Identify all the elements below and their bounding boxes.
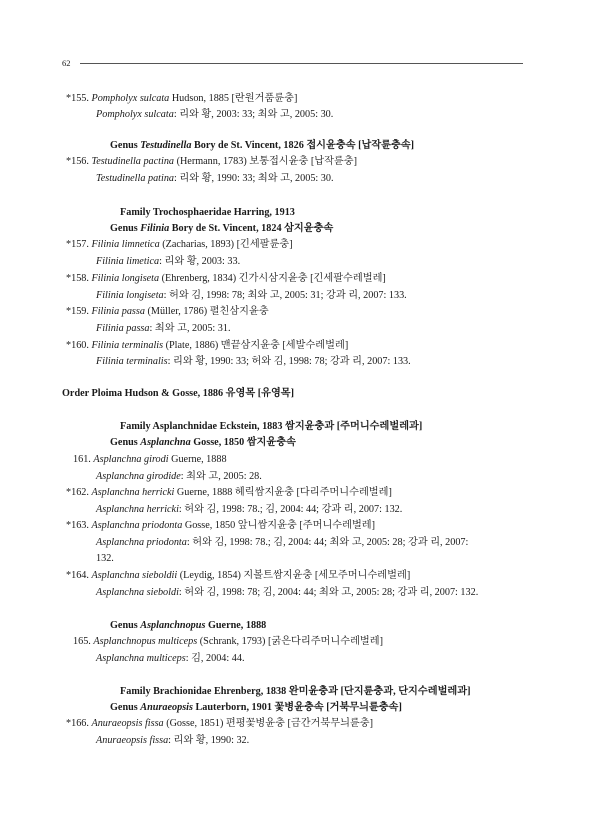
genus-testudinella: Genus Testudinella Bory de St. Vincent, 1826 접시윤충속 [납작륜충속] xyxy=(110,140,415,151)
entry-162: *162. Asplanchna herricki Guerne, 1888 헤릭쌈지윤충 [다리주머니수레벌레] xyxy=(66,487,392,498)
synonym-161: Asplanchna girodide: 최와 고, 2005: 28. xyxy=(96,471,262,482)
entry-163: *163. Asplanchna priodonta Gosse, 1850 앞니쌈지윤충 [주머니수레벌레] xyxy=(66,520,376,531)
synonym-159: Filinia passa: 최와 고, 2005: 31. xyxy=(96,323,231,334)
entry-161: 161. Asplanchna girodi Guerne, 1888 xyxy=(73,454,227,465)
genus-anuraeopsis: Genus Anuraeopsis Lauterborn, 1901 꽃병윤충속 [거북무늬륜충속] xyxy=(110,702,402,713)
entry-155: *155. Pompholyx sulcata Hudson, 1885 [란원거품륜충] xyxy=(66,93,298,104)
synonym-162: Asplanchna herricki: 허와 김, 1998: 78.; 김, 2004: 44; 강과 리, 2007: 132. xyxy=(96,504,403,515)
order-ploima: Order Ploima Hudson & Gosse, 1886 유영목 [유영목] xyxy=(62,388,295,399)
family-trochosphaeridae: Family Trochosphaeridae Harring, 1913 xyxy=(120,207,295,218)
synonym-160: Filinia terminalis: 리와 황, 1990: 33; 허와 김, 1998: 78; 강과 리, 2007: 133. xyxy=(96,356,411,367)
genus-filinia: Genus Filinia Bory de St. Vincent, 1824 삼지윤충속 xyxy=(110,223,334,234)
entry-166: *166. Anuraeopsis fissa (Gosse, 1851) 편평꽃병윤충 [금간거북무늬륜충] xyxy=(66,718,373,729)
genus-asplanchna: Genus Asplanchna Gosse, 1850 쌈지윤충속 xyxy=(110,437,296,448)
entry-157: *157. Filinia limnetica (Zacharias, 1893) [긴세팔륜충] xyxy=(66,239,293,250)
page-number: 62 xyxy=(62,58,71,68)
family-brachionidae: Family Brachionidae Ehrenberg, 1838 완미윤충과 [단지륜충과, 단지수레벌레과] xyxy=(120,686,471,697)
entry-158: *158. Filinia longiseta (Ehrenberg, 1834) 긴가시삼지윤충 [긴세팔수레벌레] xyxy=(66,273,386,284)
synonym-164: Asplanchna sieboldi: 허와 김, 1998: 78; 김, 2004: 44; 최와 고, 2005: 28; 강과 리, 2007: 132. xyxy=(96,587,479,598)
entry-164: *164. Asplanchna sieboldii (Leydig, 1854) 지볼트쌈지윤충 [세모주머니수레벌레] xyxy=(66,570,411,581)
synonym-155: Pompholyx sulcata: 리와 황, 2003: 33; 최와 고, 2005: 30. xyxy=(96,109,334,120)
synonym-163-cont: 132. xyxy=(96,553,114,564)
synonym-156: Testudinella patina: 리와 황, 1990: 33; 최와 고, 2005: 30. xyxy=(96,173,334,184)
header-rule xyxy=(80,63,523,64)
genus-asplanchnopus: Genus Asplanchnopus Guerne, 1888 xyxy=(110,620,267,631)
entry-160: *160. Filinia terminalis (Plate, 1886) 맨끝삼지윤충 [세발수레벌레] xyxy=(66,340,349,351)
synonym-158: Filinia longiseta: 허와 김, 1998: 78; 최와 고, 2005: 31; 강과 리, 2007: 133. xyxy=(96,290,407,301)
synonym-166: Anuraeopsis fissa: 리와 황, 1990: 32. xyxy=(96,735,250,746)
entry-159: *159. Filinia passa (Müller, 1786) 펼친삼지윤충 xyxy=(66,306,269,317)
synonym-163: Asplanchna priodonta: 허와 김, 1998: 78.; 김, 2004: 44; 최와 고, 2005: 28; 강과 리, 2007: xyxy=(96,537,469,548)
family-asplanchnidae: Family Asplanchnidae Eckstein, 1883 쌈지윤충과 [주머니수레벌레과] xyxy=(120,421,423,432)
entry-165: 165. Asplanchnopus multiceps (Schrank, 1793) [굵은다리주머니수레벌레] xyxy=(73,636,384,647)
entry-156: *156. Testudinella pactina (Hermann, 1783) 보통접시윤충 [납작륜충] xyxy=(66,156,358,167)
synonym-165: Asplanchna multiceps: 김, 2004: 44. xyxy=(96,653,245,664)
synonym-157: Filinia limetica: 리와 황, 2003: 33. xyxy=(96,256,241,267)
